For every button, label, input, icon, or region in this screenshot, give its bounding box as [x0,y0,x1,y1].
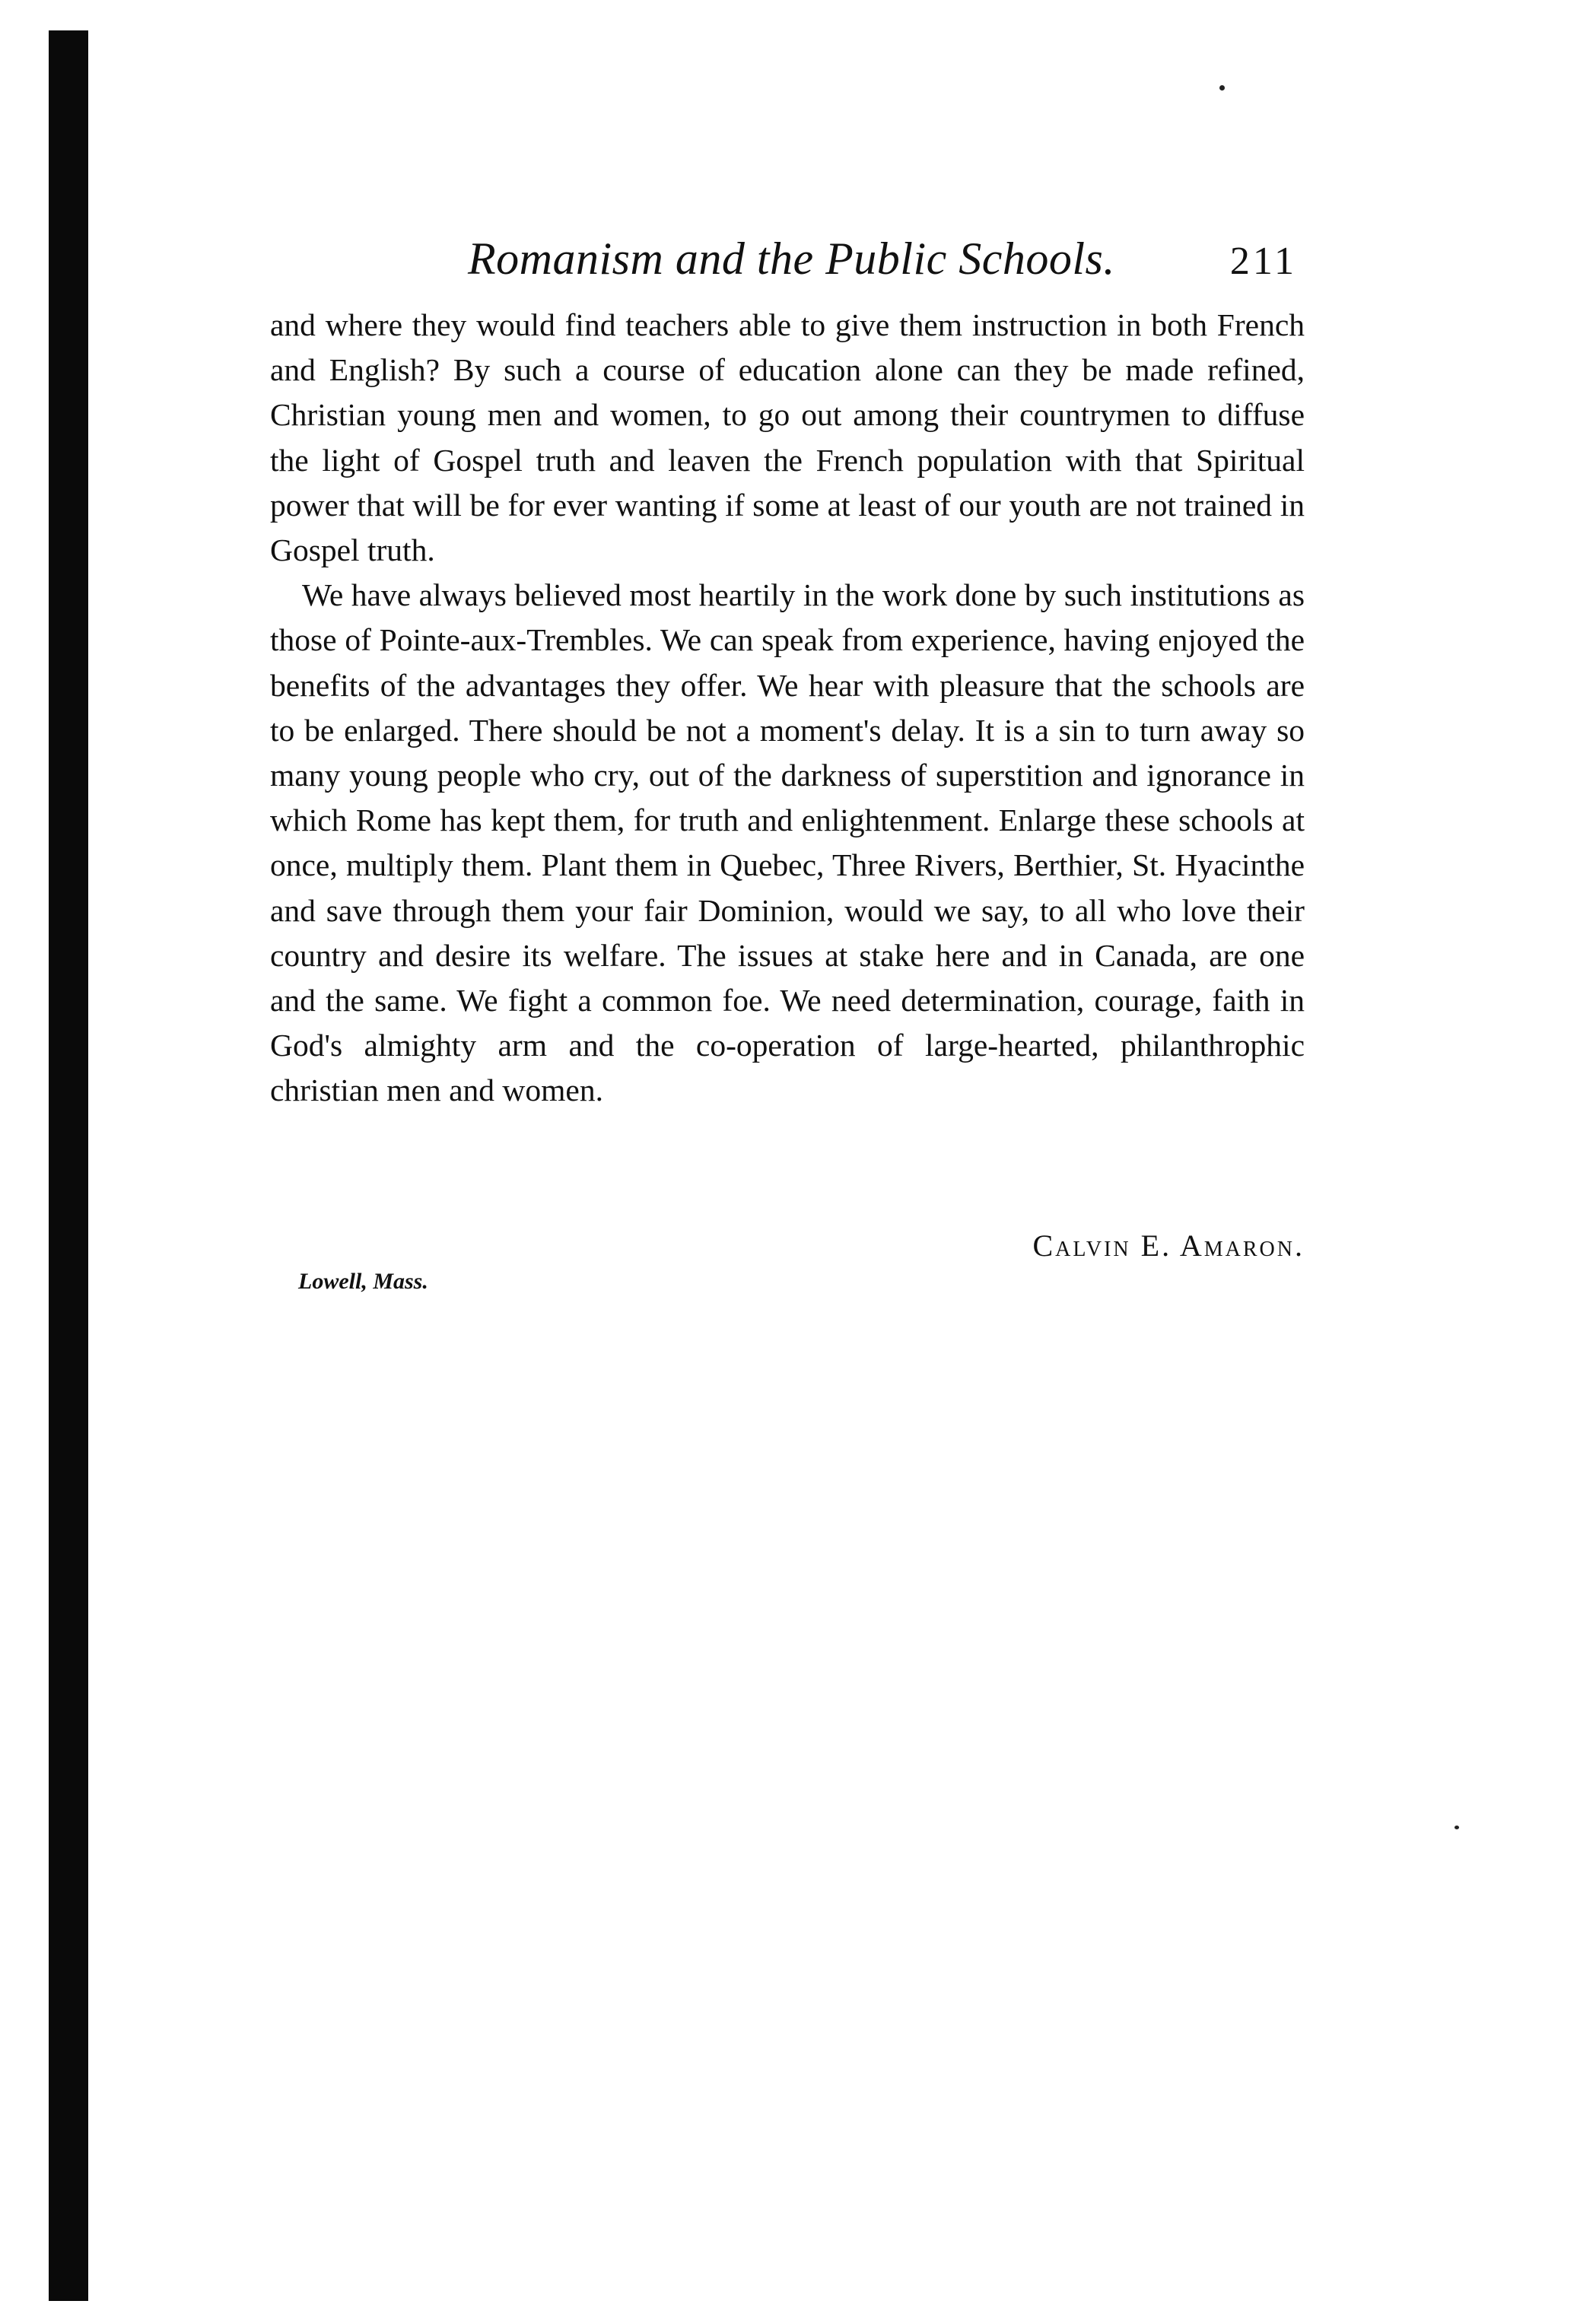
body-text [270,303,1305,1114]
paragraph-continuation: and where they would find teachers able to give them instruction in both French and English? By such a course of education alone can they be made refined, Christian young men and women, to go out among their countrymen to diffuse the light of Gospel truth and leaven the French population with that Spiritual power that will be for ever wanting if some at least of our youth are not trained in Gospel truth. [270,307,1305,568]
page-header [270,228,1305,297]
page-number: 211 [1229,240,1297,283]
running-title: Romanism and the Public Schools. [468,234,1115,284]
author-signature: Calvin E. Amaron. [1032,1228,1305,1263]
paragraph-main: We have always believed most heartily in the work done by such institutions as those of Pointe-aux-Trembles. We can speak from experience, having enjoyed the benefits of the advantages they offer. We hear with pleasure that the schools are to be enlarged. There should be not a moment's delay. It is a sin to turn away so many young people who cry, out of the darkness of superstition and ignorance in which Rome has kept them, for truth and enlightenment. Enlarge these schools at once, multiply them. Plant them in Quebec, Three Rivers, Berthier, St. Hyacinthe and save through them your fair Dominion, would we say, to all who love their country and desire its welfare. The issues at stake here and in Canada, are one and the same. We fight a common foe. We need determination, courage, faith in God's almighty arm and the co-operation of large-hearted, philanthrophic christian men and women. [270,577,1305,1108]
page-binding-edge [49,30,88,2301]
print-speck-bottom [1455,1826,1459,1829]
place-line: Lowell, Mass. [298,1269,428,1294]
print-speck-top [1219,85,1225,91]
